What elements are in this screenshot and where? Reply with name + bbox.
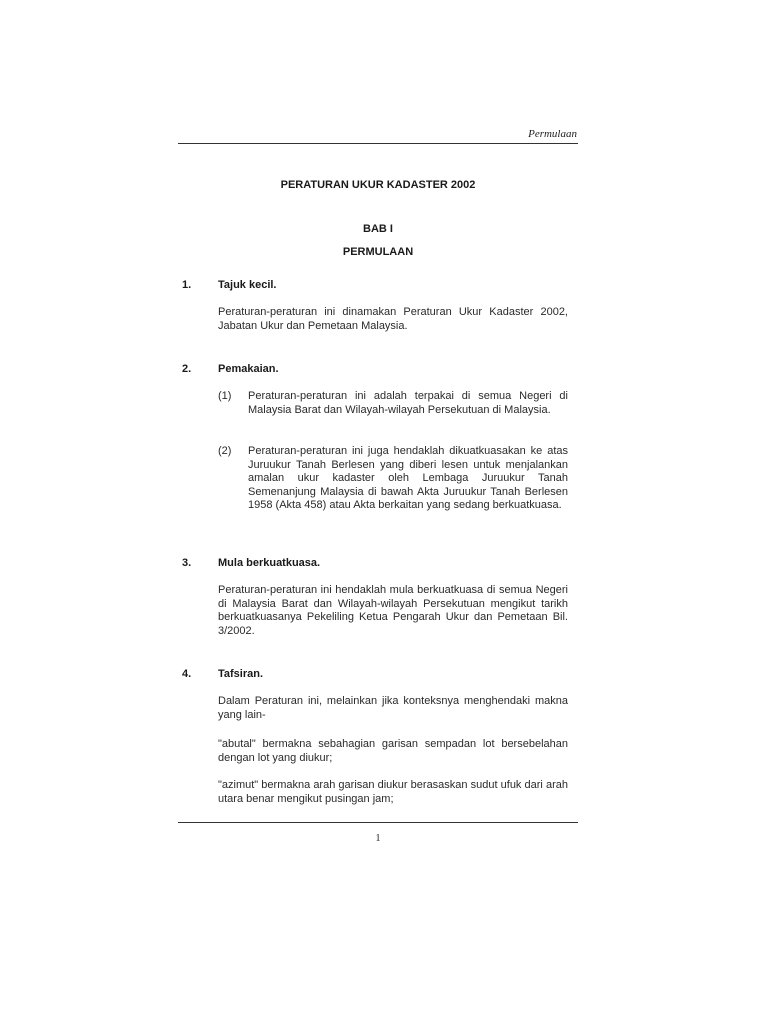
chapter-number: BAB I xyxy=(363,223,393,235)
header-rule xyxy=(178,143,578,144)
subsection-paragraph: Peraturan-peraturan ini juga hendaklah dikuatkuasakan ke atas Juruukur Tanah Berlesen yang diberi lesen untuk menjalankan amalan ukur kadaster oleh Lembaga Juruukur Tanah Semenanjung Malaysia di bawah Akta Juruukur Tanah Berlesen 1958 (Akta 458) atau Akta berkaitan yang sedang berkuatkuasa. xyxy=(248,445,568,511)
section-number: 2. xyxy=(182,363,192,375)
section-paragraph: Peraturan-peraturan ini dinamakan Peraturan Ukur Kadaster 2002, Jabatan Ukur dan Pemetaan Malaysia. xyxy=(218,306,568,332)
section-number: 3. xyxy=(182,557,192,569)
section-heading: Mula berkuatkuasa. xyxy=(218,557,321,569)
subsection-number: (1) xyxy=(218,390,232,402)
section-number: 4. xyxy=(182,668,192,680)
section-paragraph: Dalam Peraturan ini, melainkan jika konteksnya menghendaki makna yang lain- xyxy=(218,695,568,721)
chapter-title: PERMULAAN xyxy=(342,246,414,258)
section-paragraph: Peraturan-peraturan ini hendaklah mula berkuatkuasa di semua Negeri di Malaysia Barat dan Wilayah-wilayah Persekutuan mengikut tarikh berkuatkuasanya Pekeliling Ketua Pengarah Ukur dan Pemetaan Bil. 3/2002. xyxy=(218,584,568,637)
page-number: 1 xyxy=(375,832,381,844)
subsection-number: (2) xyxy=(218,445,232,457)
footer-rule xyxy=(178,822,578,823)
section-heading: Tafsiran. xyxy=(218,668,264,680)
section-number: 1. xyxy=(182,279,192,291)
section-heading: Pemakaian. xyxy=(218,363,279,375)
definition-paragraph: "abutal" bermakna sebahagian garisan sempadan lot bersebelahan dengan lot yang diukur; xyxy=(218,738,568,764)
section-heading: Tajuk kecil. xyxy=(218,279,277,291)
document-title: PERATURAN UKUR KADASTER 2002 xyxy=(280,179,476,191)
running-header: Permulaan xyxy=(528,128,577,140)
definition-paragraph: "azimut" bermakna arah garisan diukur berasaskan sudut ufuk dari arah utara benar mengikut pusingan jam; xyxy=(218,779,568,805)
subsection-paragraph: Peraturan-peraturan ini adalah terpakai di semua Negeri di Malaysia Barat dan Wilayah-wilayah Persekutuan di Malaysia. xyxy=(248,390,568,416)
